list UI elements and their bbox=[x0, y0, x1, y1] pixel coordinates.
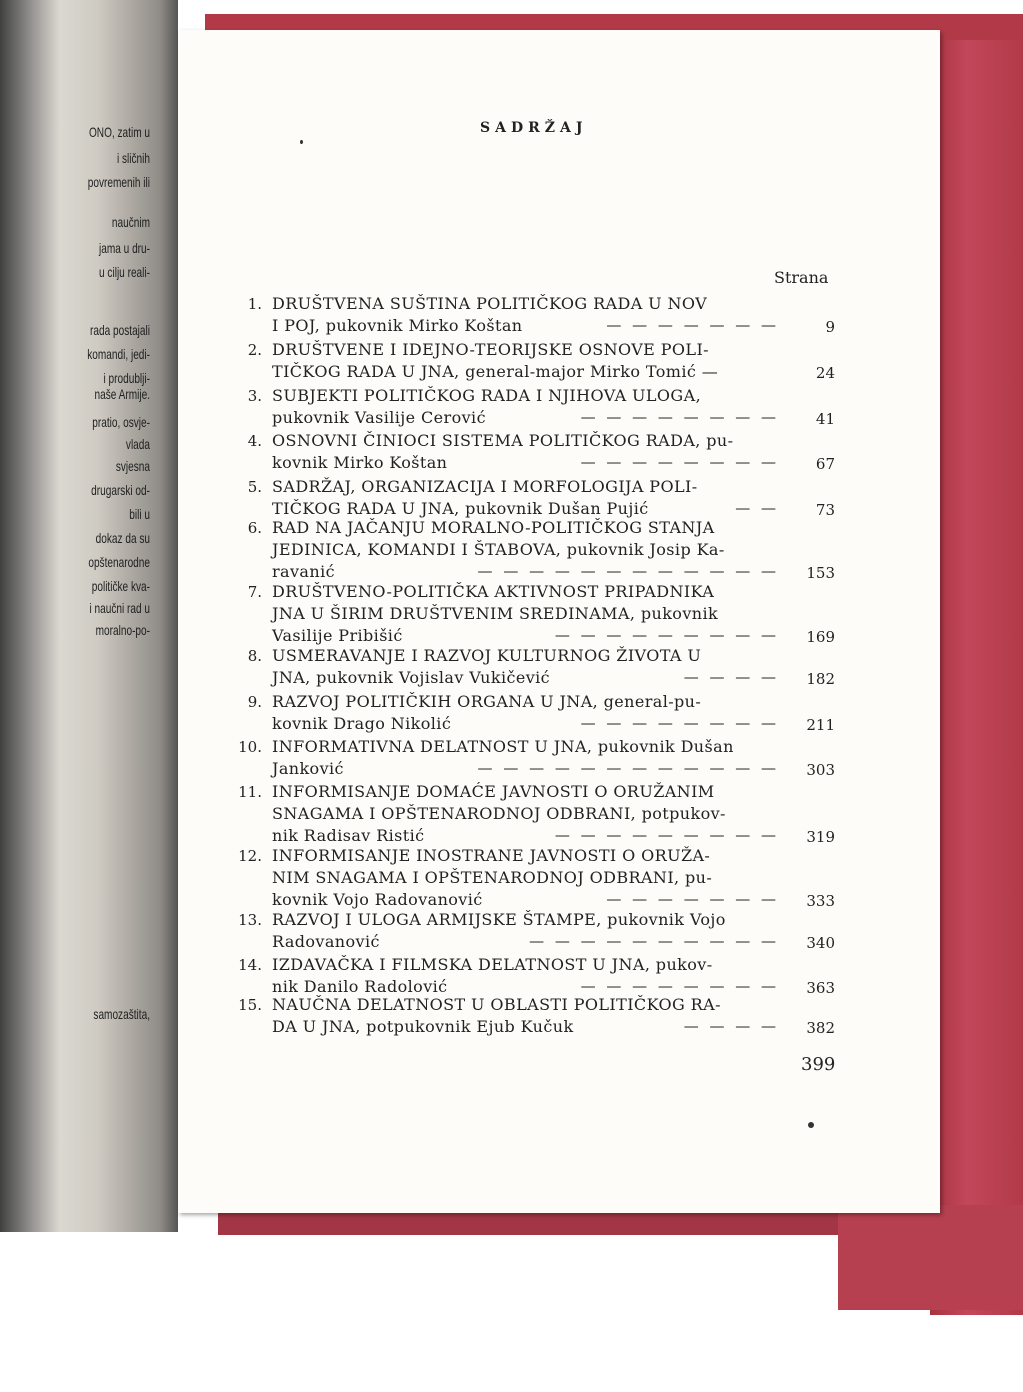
left-page-line: moralno-po- bbox=[95, 622, 150, 638]
left-page bbox=[0, 0, 178, 1232]
entry-title-line: NIM SNAGAMA I OPŠTENARODNOJ ODBRANI, pu- bbox=[272, 868, 713, 887]
entry-number: 14. bbox=[238, 956, 262, 974]
entry-number: 6. bbox=[247, 519, 262, 537]
leader-dashes: — — bbox=[735, 499, 779, 517]
entry-author-line: kovnik Vojo Radovanović bbox=[272, 890, 483, 909]
page-column-header: Strana bbox=[774, 268, 829, 287]
entry-author-line: pukovnik Vasilije Cerović bbox=[272, 408, 486, 427]
leader-dashes: — — — — — — — — bbox=[580, 977, 779, 995]
entry-page: 153 bbox=[806, 564, 835, 582]
entry-page: 169 bbox=[806, 628, 835, 646]
entry-page: 41 bbox=[815, 410, 835, 428]
entry-title-line: SADRŽAJ, ORGANIZACIJA I MORFOLOGIJA POLI- bbox=[272, 477, 698, 496]
entry-title-line: DRUŠTVENA SUŠTINA POLITIČKOG RADA U NOV bbox=[272, 294, 708, 313]
entry-title-line: NAUČNA DELATNOST U OBLASTI POLITIČKOG RA- bbox=[272, 995, 721, 1014]
left-page-line: dokaz da su bbox=[95, 530, 150, 546]
page-number: 399 bbox=[801, 1054, 836, 1075]
entry-author-line: kovnik Drago Nikolić bbox=[272, 714, 452, 733]
entry-page: 211 bbox=[806, 716, 835, 734]
page-title: SADRŽAJ bbox=[480, 120, 588, 136]
entry-author-line: ravanić bbox=[272, 562, 335, 581]
leader-dashes: — — — — bbox=[683, 668, 779, 686]
entry-author-line: I POJ, pukovnik Mirko Koštan bbox=[272, 316, 523, 335]
entry-page: 363 bbox=[806, 979, 835, 997]
paper-speck bbox=[300, 140, 303, 144]
left-page-line: rada postajali bbox=[90, 322, 150, 338]
spine-shadow bbox=[0, 0, 60, 1232]
leader-dashes: — — — — — — — bbox=[606, 316, 779, 334]
paper-speck bbox=[808, 1122, 814, 1128]
book-cover-right bbox=[930, 40, 1023, 1315]
left-page-line: u cilju reali- bbox=[99, 264, 150, 280]
entry-page: 303 bbox=[806, 761, 835, 779]
entry-number: 2. bbox=[247, 341, 262, 359]
entry-number: 4. bbox=[247, 432, 262, 450]
entry-author-line: TIČKOG RADA U JNA, general-major Mirko Tomić — bbox=[272, 362, 719, 381]
entry-title-line: RAD NA JAČANJU MORALNO-POLITIČKOG STANJA bbox=[272, 518, 715, 537]
entry-page: 182 bbox=[806, 670, 835, 688]
left-page-line: vlada bbox=[125, 436, 150, 452]
left-page-line: opštenarodne bbox=[88, 554, 150, 570]
entry-title-line: OSNOVNI ČINIOCI SISTEMA POLITIČKOG RADA, pu- bbox=[272, 431, 734, 450]
entry-page: 9 bbox=[825, 318, 835, 336]
left-page-line: i produblji- bbox=[103, 370, 150, 386]
leader-dashes: — — — — — — — — bbox=[580, 453, 779, 471]
entry-author-line: Janković bbox=[272, 759, 344, 778]
entry-page: 67 bbox=[815, 455, 835, 473]
leader-dashes: — — — — — — — — — — — — bbox=[477, 562, 779, 580]
entry-page: 73 bbox=[815, 501, 835, 519]
entry-page: 24 bbox=[815, 364, 835, 382]
left-page-line: ONO, zatim u bbox=[88, 124, 150, 140]
leader-dashes: — — — — — — — — bbox=[580, 408, 779, 426]
entry-author-line: nik Danilo Radolović bbox=[272, 977, 448, 996]
entry-title-line: INFORMISANJE DOMAĆE JAVNOSTI O ORUŽANIM bbox=[272, 782, 715, 801]
entry-title-line: RAZVOJ I ULOGA ARMIJSKE ŠTAMPE, pukovnik Vojo bbox=[272, 910, 726, 929]
left-page-line: jama u dru- bbox=[99, 240, 150, 256]
entry-title-line: RAZVOJ POLITIČKIH ORGANA U JNA, general-pu- bbox=[272, 692, 702, 711]
entry-title-line: DRUŠTVENO-POLITIČKA AKTIVNOST PRIPADNIKA bbox=[272, 582, 715, 601]
entry-title-line: SUBJEKTI POLITIČKOG RADA I NJIHOVA ULOGA, bbox=[272, 386, 702, 405]
entry-page: 340 bbox=[806, 934, 835, 952]
left-page-line: svjesna bbox=[115, 458, 150, 474]
entry-page: 333 bbox=[806, 892, 835, 910]
entry-title-line: SNAGAMA I OPŠTENARODNOJ ODBRANI, potpukov- bbox=[272, 804, 726, 823]
entry-title-line: INFORMATIVNA DELATNOST U JNA, pukovnik Dušan bbox=[272, 737, 734, 756]
leader-dashes: — — — — bbox=[683, 1017, 779, 1035]
entry-author-line: kovnik Mirko Koštan bbox=[272, 453, 448, 472]
entry-title-line: IZDAVAČKA I FILMSKA DELATNOST U JNA, pukov- bbox=[272, 955, 713, 974]
entry-author-line: JNA, pukovnik Vojislav Vukičević bbox=[272, 668, 551, 687]
entry-author-line: Vasilije Pribišić bbox=[272, 626, 403, 645]
entry-author-line: TIČKOG RADA U JNA, pukovnik Dušan Pujić bbox=[272, 499, 649, 518]
entry-number: 5. bbox=[247, 478, 262, 496]
entry-author-line: nik Radisav Ristić bbox=[272, 826, 425, 845]
entry-page: 319 bbox=[806, 828, 835, 846]
leader-dashes: — — — — — — — — — — bbox=[529, 932, 779, 950]
left-page-line: povremenih ili bbox=[87, 174, 150, 190]
leader-dashes: — — — — — — — — bbox=[580, 714, 779, 732]
leader-dashes: — — — — — — — — — — — — bbox=[477, 759, 779, 777]
left-page-line: naše Armije. bbox=[94, 386, 150, 402]
left-page-line: bili u bbox=[129, 506, 150, 522]
book-cover-corner bbox=[838, 1205, 1023, 1310]
left-page-line: i sličnih bbox=[116, 150, 150, 166]
entry-number: 12. bbox=[238, 847, 262, 865]
entry-number: 7. bbox=[247, 583, 262, 601]
entry-number: 13. bbox=[238, 911, 262, 929]
entry-page: 382 bbox=[806, 1019, 835, 1037]
entry-number: 1. bbox=[247, 295, 262, 313]
entry-number: 8. bbox=[247, 647, 262, 665]
entry-title-line: USMERAVANJE I RAZVOJ KULTURNOG ŽIVOTA U bbox=[272, 646, 702, 665]
left-page-line: komandi, jedi- bbox=[87, 346, 150, 362]
entry-number: 15. bbox=[238, 996, 262, 1014]
entry-number: 9. bbox=[247, 693, 262, 711]
entry-title-line: DRUŠTVENE I IDEJNO-TEORIJSKE OSNOVE POLI- bbox=[272, 340, 709, 359]
entry-number: 11. bbox=[238, 783, 262, 801]
leader-dashes: — — — — — — — — — bbox=[554, 826, 779, 844]
leader-dashes: — — — — — — — — — bbox=[554, 626, 779, 644]
entry-author-line: Radovanović bbox=[272, 932, 380, 951]
entry-title-line: JEDINICA, KOMANDI I ŠTABOVA, pukovnik Josip Ka- bbox=[272, 540, 725, 559]
left-page-line: i naučni rad u bbox=[89, 600, 150, 616]
left-page-line: naučnim bbox=[111, 214, 150, 230]
entry-number: 3. bbox=[247, 387, 262, 405]
leader-dashes: — — — — — — — bbox=[606, 890, 779, 908]
entry-author-line: DA U JNA, potpukovnik Ejub Kučuk bbox=[272, 1017, 574, 1036]
entry-title-line: JNA U ŠIRIM DRUŠTVENIM SREDINAMA, pukovnik bbox=[272, 604, 719, 623]
left-page-line: drugarski od- bbox=[91, 482, 150, 498]
left-page-line: pratio, osvje- bbox=[92, 414, 150, 430]
left-page-line: samozaštita, bbox=[93, 1006, 150, 1022]
entry-title-line: INFORMISANJE INOSTRANE JAVNOSTI O ORUŽA- bbox=[272, 846, 711, 865]
entry-number: 10. bbox=[238, 738, 262, 756]
left-page-line: političke kva- bbox=[91, 578, 150, 594]
